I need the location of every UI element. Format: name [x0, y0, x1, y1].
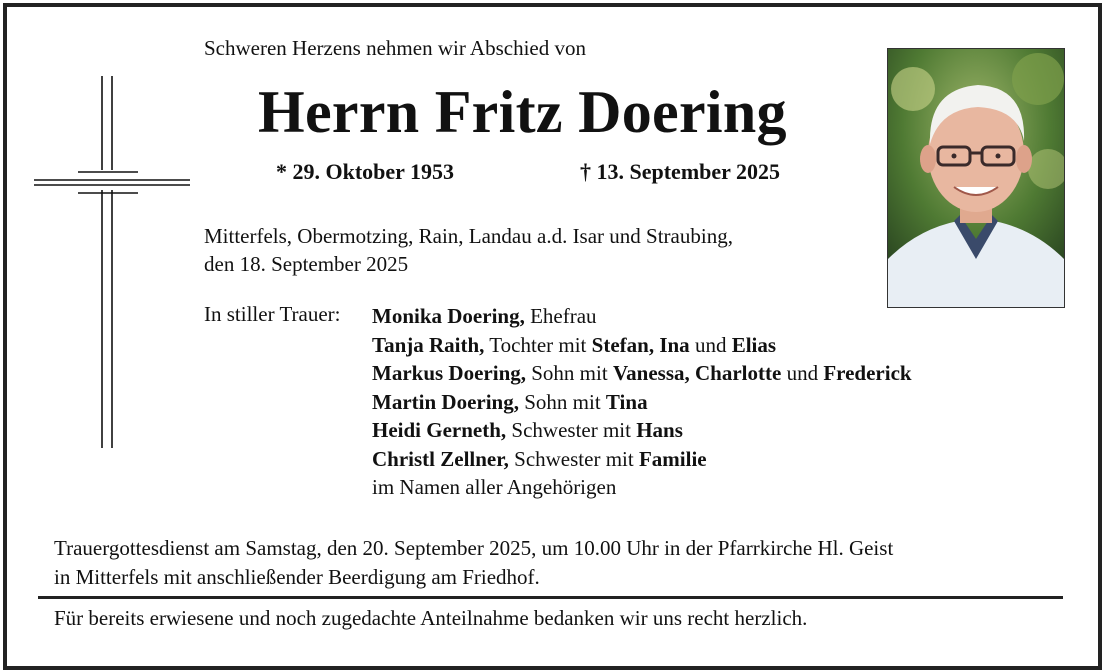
- intro-text: Schweren Herzens nehmen wir Abschied von: [204, 36, 586, 60]
- place-date: [204, 222, 733, 278]
- portrait-illustration: [888, 49, 1064, 307]
- thanks-text: Für bereits erwiesene und noch zugedachte Anteilnahme bedanken wir uns recht herzlich.: [54, 606, 808, 630]
- mourner-relation: Schwester mit: [508, 446, 639, 471]
- service-line: in Mitterfels mit anschließender Beerdigung am Friedhof.: [54, 565, 540, 589]
- mourner-relatives: Hans: [636, 418, 683, 442]
- mourner-row: [372, 416, 912, 445]
- cross-icon: [30, 72, 192, 452]
- mourner-relatives: Frederick: [823, 361, 912, 385]
- funeral-service-info: [54, 534, 893, 592]
- mourning-label: In stiller Trauer:: [204, 302, 341, 326]
- birth-date: * 29. Oktober 1953: [276, 159, 455, 184]
- portrait-photo: [887, 48, 1065, 308]
- mourner-row: [372, 359, 912, 388]
- date-line: den 18. September 2025: [204, 252, 409, 276]
- mourner-name: Martin Doering,: [372, 389, 519, 414]
- mourner-connector: und: [689, 332, 732, 357]
- death-date: † 13. September 2025: [580, 159, 781, 184]
- family-line: im Namen aller Angehörigen: [372, 475, 617, 499]
- mourner-row: [372, 445, 912, 474]
- mourner-connector: und: [781, 361, 824, 385]
- mourners-list: [372, 302, 912, 502]
- mourner-name: Markus Doering,: [372, 361, 526, 385]
- mourner-row: [372, 302, 912, 331]
- service-line: Trauergottesdienst am Samstag, den 20. September 2025, um 10.00 Uhr in der Pfarrkirche Hl. Geist: [54, 536, 894, 560]
- mourner-relatives: Tina: [605, 389, 648, 414]
- mourner-relatives: Stefan, Ina: [591, 332, 690, 357]
- mourner-relation: Ehefrau: [524, 304, 597, 328]
- mourner-name: Tanja Raith,: [372, 332, 485, 357]
- mourner-relation: Schwester mit: [506, 418, 637, 442]
- mourner-relation: Sohn mit: [526, 361, 613, 385]
- mourner-row: [372, 388, 912, 417]
- place-line: Mitterfels, Obermotzing, Rain, Landau a.d. Isar und Straubing,: [204, 224, 733, 248]
- mourner-name: Monika Doering,: [372, 304, 525, 328]
- mourner-relation: Sohn mit: [518, 389, 606, 414]
- mourner-relation: Tochter mit: [484, 332, 592, 357]
- mourner-relatives: Vanessa, Charlotte: [612, 361, 782, 385]
- mourner-name: Heidi Gerneth,: [372, 418, 507, 442]
- mourner-relatives: Familie: [638, 446, 707, 471]
- mourner-row: [372, 331, 912, 360]
- divider: [38, 596, 1063, 599]
- deceased-name: Herrn Fritz Doering: [258, 79, 787, 145]
- mourner-relatives: Elias: [731, 332, 777, 357]
- mourner-name: Christl Zellner,: [372, 446, 509, 471]
